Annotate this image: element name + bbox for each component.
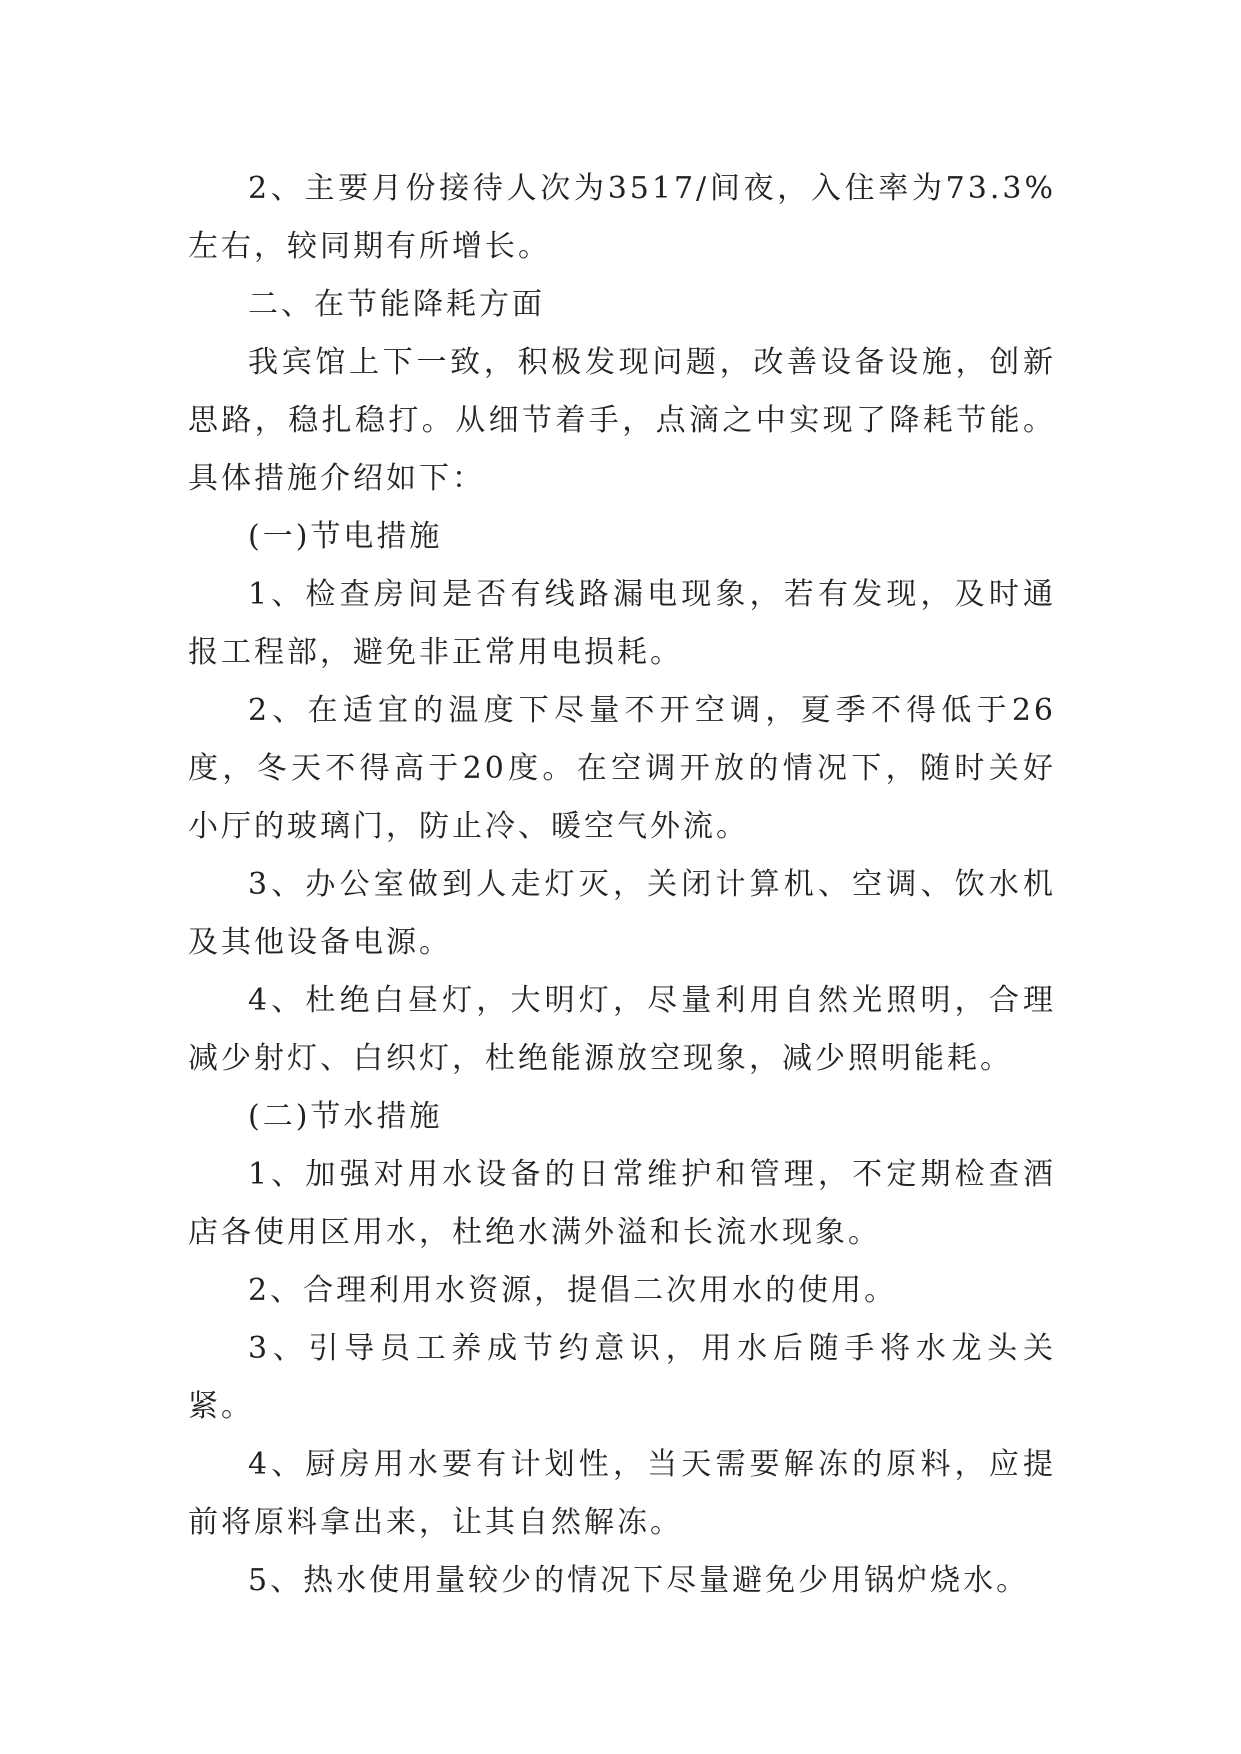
subsection-heading-electricity: (一)节电措施 (248, 519, 443, 554)
paragraph-water-4: 4、厨房用水要有计划性，当天需要解冻的原料，应提前将原料拿出来，让其自然解冻。 (188, 1447, 1056, 1540)
paragraph-electricity-4: 4、杜绝白昼灯，大明灯，尽量利用自然光照明，合理减少射灯、白织灯，杜绝能源放空现象，减少照明能耗。 (188, 983, 1056, 1076)
paragraph-occupancy: 2、主要月份接待人次为3517/间夜，入住率为73.3%左右，较同期有所增长。 (188, 171, 1056, 264)
paragraph-electricity-2: 2、在适宜的温度下尽量不开空调，夏季不得低于26度，冬天不得高于20度。在空调开放的情况下，随时关好小厅的玻璃门，防止冷、暖空气外流。 (188, 693, 1056, 844)
section-heading-energy-saving: 二、在节能降耗方面 (248, 287, 545, 322)
paragraph-water-2: 2、合理利用水资源，提倡二次用水的使用。 (248, 1273, 898, 1308)
paragraph-electricity-3: 3、办公室做到人走灯灭，关闭计算机、空调、饮水机及其他设备电源。 (188, 867, 1056, 960)
paragraph-electricity-1: 1、检查房间是否有线路漏电现象，若有发现，及时通报工程部，避免非正常用电损耗。 (188, 577, 1056, 670)
subsection-heading-water: (二)节水措施 (248, 1099, 443, 1134)
paragraph-water-3: 3、引导员工养成节约意识，用水后随手将水龙头关紧。 (188, 1331, 1056, 1424)
paragraph-water-5: 5、热水使用量较少的情况下尽量避免少用锅炉烧水。 (248, 1563, 1030, 1598)
document-body (188, 160, 1056, 1610)
paragraph-intro: 我宾馆上下一致，积极发现问题，改善设备设施，创新思路，稳扎稳打。从细节着手，点滴之中实现了降耗节能。具体措施介绍如下： (188, 345, 1056, 496)
paragraph-water-1: 1、加强对用水设备的日常维护和管理，不定期检查酒店各使用区用水，杜绝水满外溢和长流水现象。 (188, 1157, 1056, 1250)
